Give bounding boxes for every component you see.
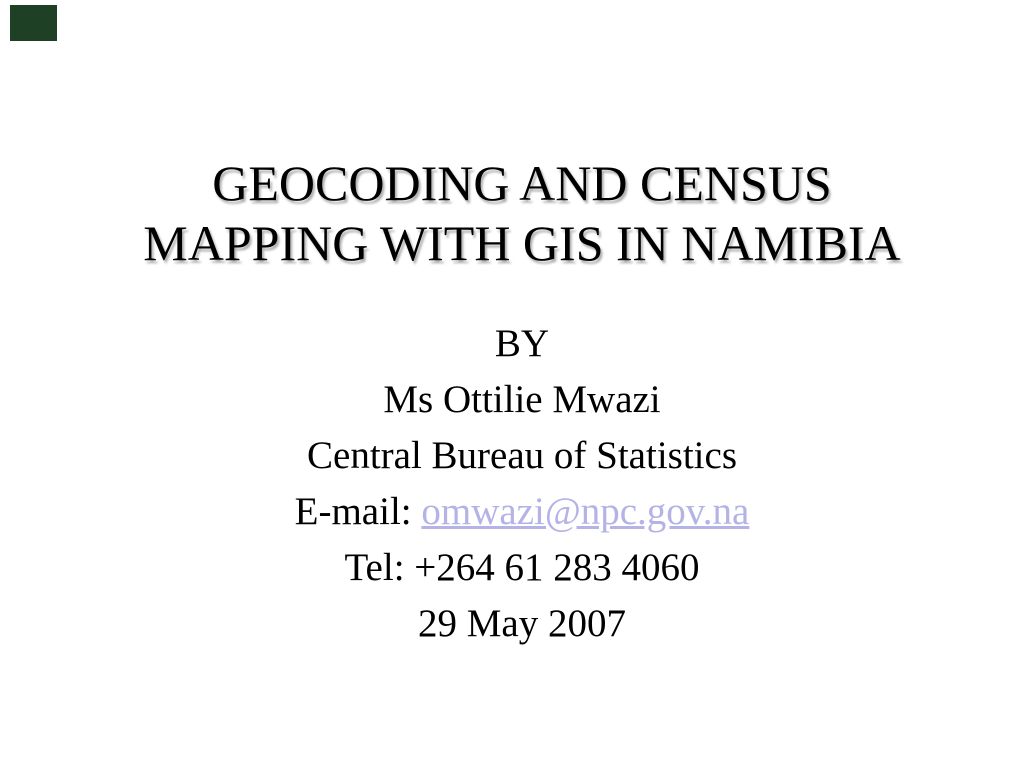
date-line: 29 May 2007 (418, 602, 626, 645)
email-line (20, 484, 1024, 540)
slide-title-line1: GEOCODING AND CENSUS (212, 155, 832, 211)
byline: BY (494, 322, 550, 365)
organization-name: Central Bureau of Statistics (307, 434, 737, 477)
corner-decoration-square (10, 5, 57, 41)
email-link[interactable]: omwazi@npc.gov.na (421, 490, 750, 533)
email-label: E-mail: (294, 490, 422, 533)
slide-body (20, 316, 1024, 652)
author-name: Ms Ottilie Mwazi (383, 378, 661, 421)
slide-title-line2: MAPPING WITH GIS IN NAMIBIA (143, 215, 901, 271)
slide-title (20, 153, 1024, 273)
telephone-line: Tel: +264 61 283 4060 (344, 546, 700, 589)
